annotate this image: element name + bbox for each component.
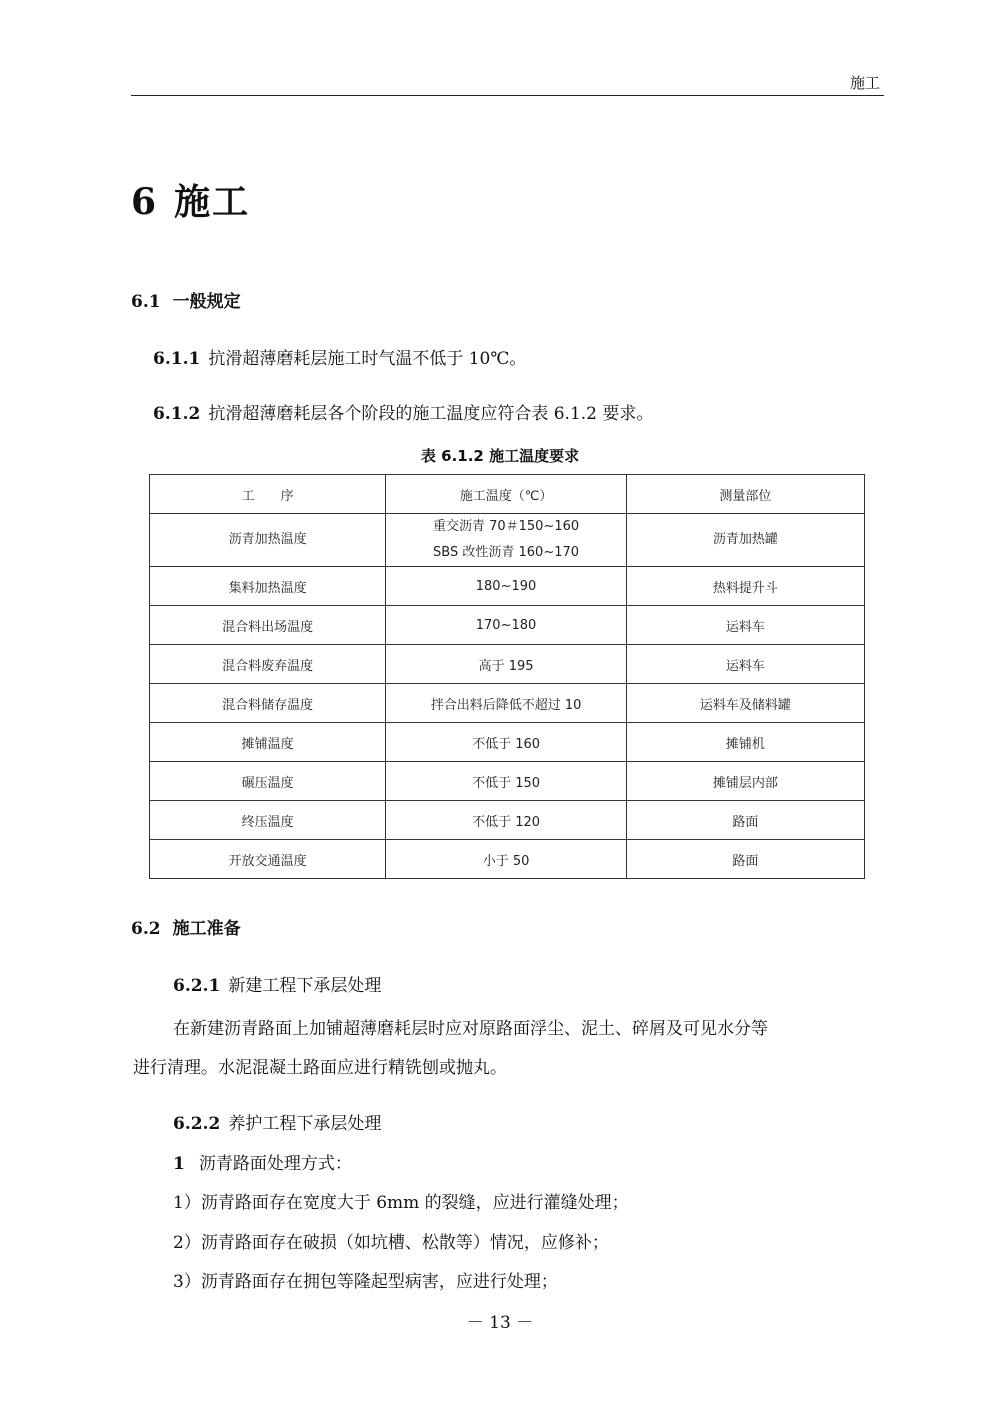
table-row xyxy=(150,801,865,840)
page-number: － 13 － xyxy=(466,1313,534,1333)
cell-process: 混合料废弃温度 xyxy=(150,645,386,684)
clause-text: 抗滑超薄磨耗层施工时气温不低于 10℃。 xyxy=(208,349,527,369)
section-6-1-heading xyxy=(131,287,241,312)
section-title: 一般规定 xyxy=(172,292,241,312)
table-row xyxy=(150,567,865,606)
cell-temperature: 不低于 150 xyxy=(386,762,626,801)
chapter-number: 6 xyxy=(131,181,159,223)
list-item: 3）沥青路面存在拥包等隆起型病害，应进行处理； xyxy=(173,1272,558,1292)
list-item-number: 1 xyxy=(173,1154,185,1174)
header-location: 测量部位 xyxy=(626,475,864,514)
temperature-line: 重交沥青 70＃150~160 xyxy=(432,519,580,534)
clause-text: 抗滑超薄磨耗层各个阶段的施工温度应符合表 6.1.2 要求。 xyxy=(208,404,654,424)
cell-process: 摊铺温度 xyxy=(150,723,386,762)
cell-process: 集料加热温度 xyxy=(150,567,386,606)
paragraph-line: 进行清理。水泥混凝土路面应进行精铣刨或抛丸。 xyxy=(133,1058,507,1078)
cell-temperature: 不低于 160 xyxy=(386,723,626,762)
list-item: 2）沥青路面存在破损（如坑槽、松散等）情况，应修补； xyxy=(173,1233,609,1253)
table-row xyxy=(150,723,865,762)
table-header-row xyxy=(150,475,865,514)
cell-temperature: 高于 195 xyxy=(386,645,626,684)
cell-process: 终压温度 xyxy=(150,801,386,840)
clause-6-2-2-heading xyxy=(173,1109,381,1134)
chapter-heading xyxy=(131,174,250,225)
cell-process: 沥青加热温度 xyxy=(150,514,386,567)
list-item: 1）沥青路面存在宽度大于 6mm 的裂缝，应进行灌缝处理； xyxy=(173,1193,629,1213)
clause-title: 新建工程下承层处理 xyxy=(228,976,382,996)
cell-temperature: 拌合出料后降低不超过 10 xyxy=(386,684,626,723)
cell-location: 热料提升斗 xyxy=(626,567,864,606)
chapter-title: 施工 xyxy=(174,182,251,223)
table-row xyxy=(150,684,865,723)
running-header-title: 施工 xyxy=(849,74,880,92)
clause-6-1-1 xyxy=(153,344,526,369)
construction-temperature-table xyxy=(149,474,865,879)
table-row xyxy=(150,514,865,567)
list-item-text: 沥青路面处理方式： xyxy=(198,1154,352,1174)
cell-location: 摊铺层内部 xyxy=(626,762,864,801)
cell-location: 运料车及储料罐 xyxy=(626,684,864,723)
cell-location: 运料车 xyxy=(626,645,864,684)
clause-number: 6.2.1 xyxy=(173,976,221,996)
cell-temperature: 不低于 120 xyxy=(386,801,626,840)
header-process: 工 序 xyxy=(150,475,386,514)
section-number: 6.1 xyxy=(131,292,161,312)
table-row xyxy=(150,840,865,879)
cell-location: 运料车 xyxy=(626,606,864,645)
header-temperature: 施工温度（℃） xyxy=(386,475,626,514)
cell-location: 摊铺机 xyxy=(626,723,864,762)
clause-number: 6.1.1 xyxy=(153,349,201,369)
header-rule xyxy=(131,95,884,96)
section-number: 6.2 xyxy=(131,919,161,939)
cell-process: 混合料储存温度 xyxy=(150,684,386,723)
table-row xyxy=(150,606,865,645)
clause-6-2-1-heading xyxy=(173,971,381,996)
cell-location: 路面 xyxy=(626,801,864,840)
table-row xyxy=(150,645,865,684)
cell-process: 碾压温度 xyxy=(150,762,386,801)
cell-process: 混合料出场温度 xyxy=(150,606,386,645)
temperature-line: SBS 改性沥青 160~170 xyxy=(433,545,580,560)
cell-location: 沥青加热罐 xyxy=(626,514,864,567)
section-title: 施工准备 xyxy=(172,919,241,939)
cell-temperature: 小于 50 xyxy=(386,840,626,879)
cell-temperature: 170~180 xyxy=(386,606,626,645)
cell-location: 路面 xyxy=(626,840,864,879)
cell-temperature xyxy=(386,514,626,567)
cell-process: 开放交通温度 xyxy=(150,840,386,879)
table-caption: 表 6.1.2 施工温度要求 xyxy=(420,447,580,465)
table-row xyxy=(150,762,865,801)
paragraph-line: 在新建沥青路面上加铺超薄磨耗层时应对原路面浮尘、泥土、碎屑及可见水分等 xyxy=(173,1019,768,1039)
cell-temperature: 180~190 xyxy=(386,567,626,606)
clause-title: 养护工程下承层处理 xyxy=(228,1114,382,1134)
clause-6-1-2 xyxy=(153,399,653,424)
clause-number: 6.1.2 xyxy=(153,404,201,424)
section-6-2-heading xyxy=(131,914,241,939)
clause-number: 6.2.2 xyxy=(173,1114,221,1134)
list-item-heading xyxy=(173,1149,352,1174)
